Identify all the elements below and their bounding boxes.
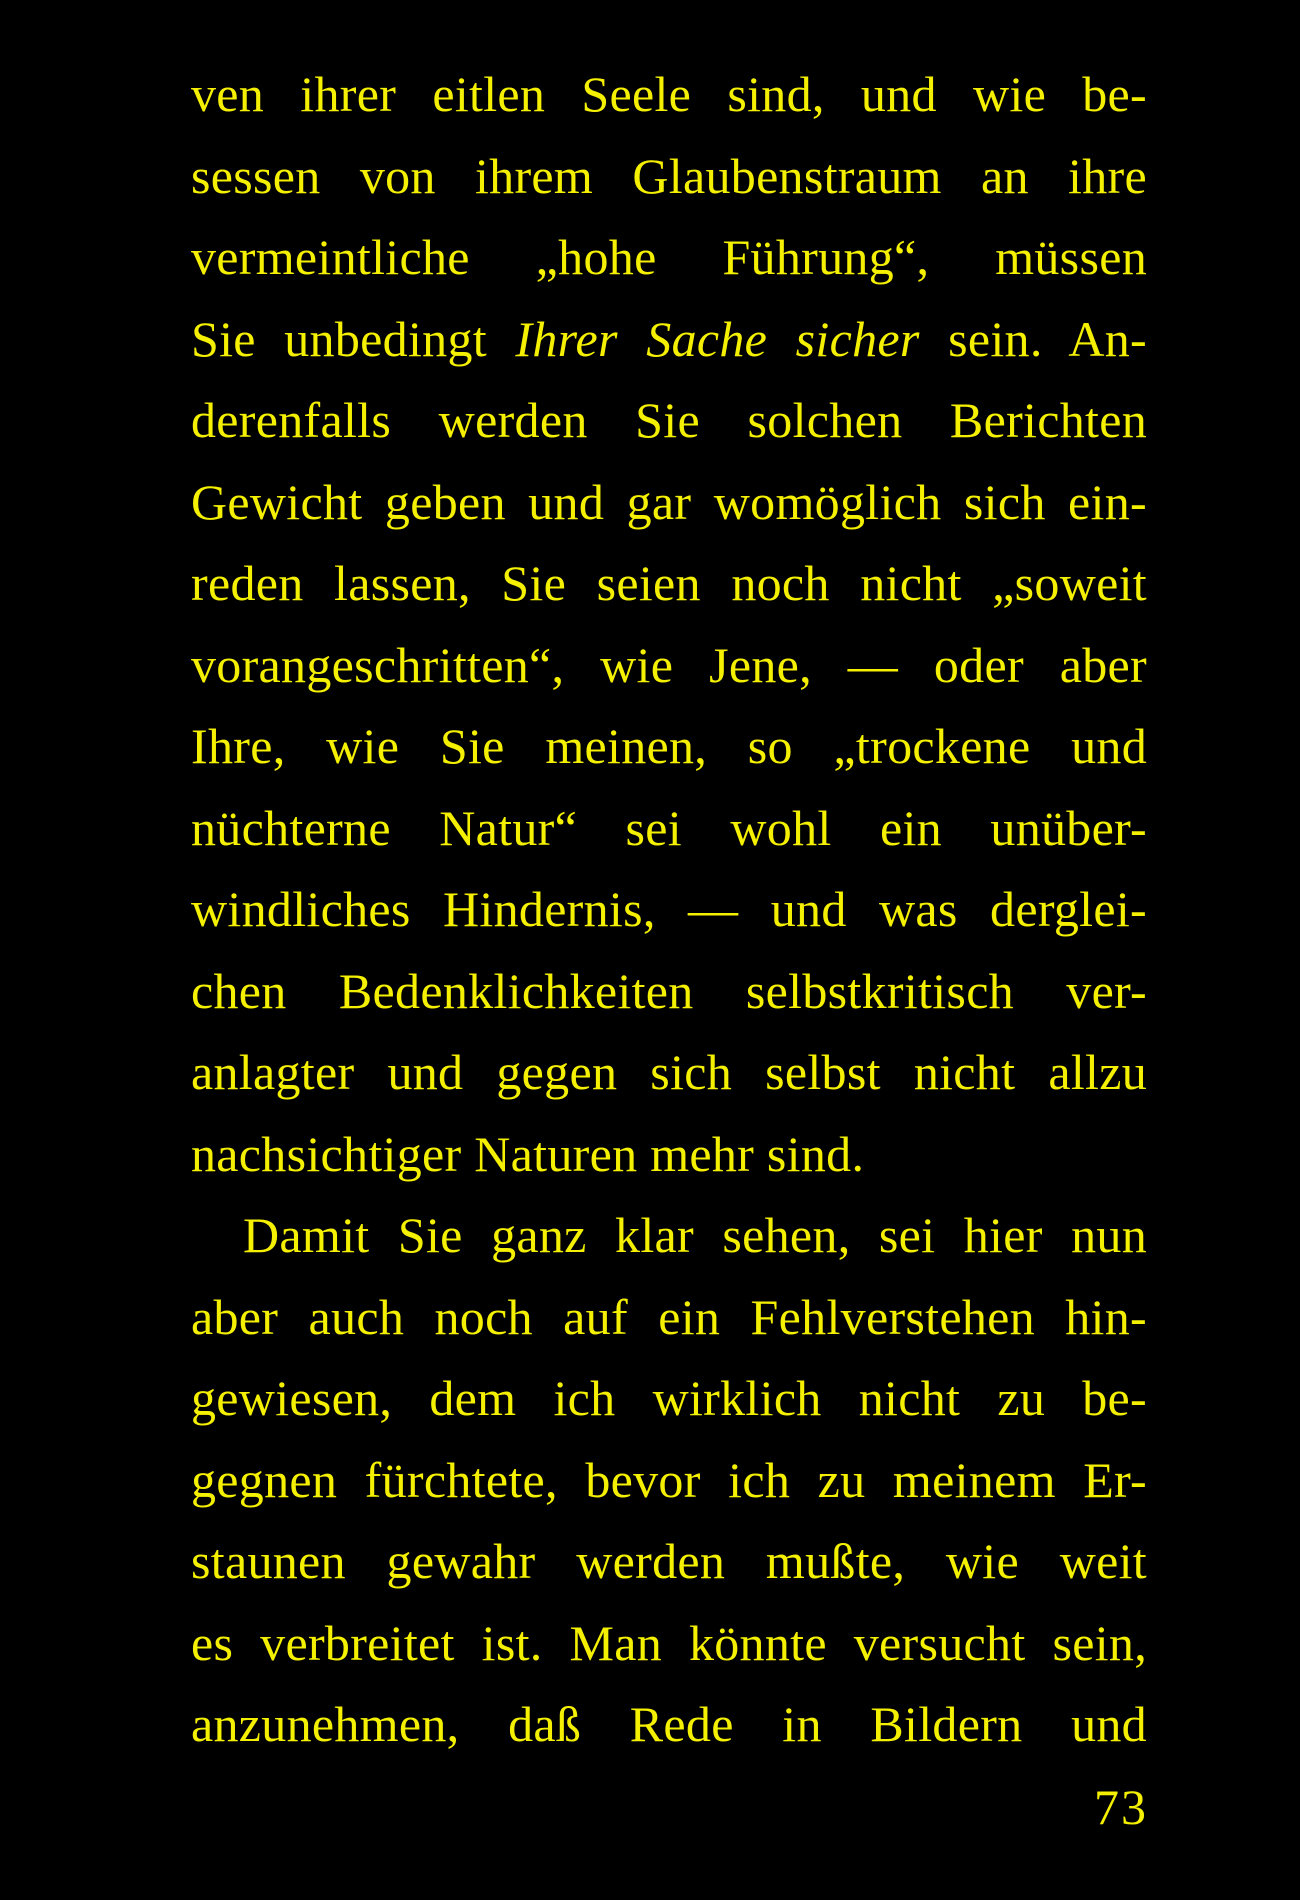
text-line: aber auch noch auf ein Fehlverstehen hin-	[191, 1288, 1147, 1345]
text-line: Gewicht geben und gar womöglich sich ein-	[191, 473, 1147, 530]
text-line: anlagter und gegen sich selbst nicht allzu	[191, 1044, 1147, 1100]
text-line: Ihre, wie Sie meinen, so „trockene und	[191, 718, 1147, 774]
text-line: chen Bedenklichkeiten selbstkritisch ver-	[191, 962, 1147, 1019]
text-line: gegnen fürchtete, bevor ich zu meinem Er-	[191, 1451, 1147, 1508]
text-line: es verbreitet ist. Man könnte versucht sein,	[191, 1614, 1147, 1671]
text-line: windliches Hindernis, — und was derglei-	[191, 881, 1147, 937]
text-line: derenfalls werden Sie solchen Berichten	[191, 392, 1147, 448]
text-line: staunen gewahr werden mußte, wie weit	[191, 1533, 1147, 1589]
text-segment: sein. An-	[919, 310, 1147, 367]
text-line: gewiesen, dem ich wirklich nicht zu be-	[191, 1370, 1147, 1426]
text-line: vorangeschritten“, wie Jene, — oder aber	[191, 636, 1147, 693]
text-line: Damit Sie ganz klar sehen, sei hier nun	[243, 1207, 1147, 1263]
text-line	[191, 299, 1147, 381]
paragraph-1	[191, 54, 1147, 1195]
text-line: nachsichtiger Naturen mehr sind.	[191, 1125, 865, 1182]
text-line: nüchterne Natur“ sei wohl ein unüber-	[191, 799, 1147, 856]
page-number: 73	[1094, 1779, 1148, 1835]
text-line: anzunehmen, daß Rede in Bildern und	[191, 1696, 1147, 1752]
italic-emphasis: Ihrer Sache sicher	[515, 310, 920, 367]
text-line: ven ihrer eitlen Seele sind, und wie be-	[191, 66, 1147, 122]
text-line: reden lassen, Sie seien noch nicht „soweit	[191, 555, 1147, 611]
body-text	[191, 54, 1147, 1766]
text-line: sessen von ihrem Glaubenstraum an ihre	[191, 147, 1147, 204]
paragraph-2	[191, 1195, 1147, 1766]
text-line: vermeintliche „hohe Führung“, müssen	[191, 229, 1147, 285]
text-segment: Sie unbedingt	[191, 310, 516, 367]
